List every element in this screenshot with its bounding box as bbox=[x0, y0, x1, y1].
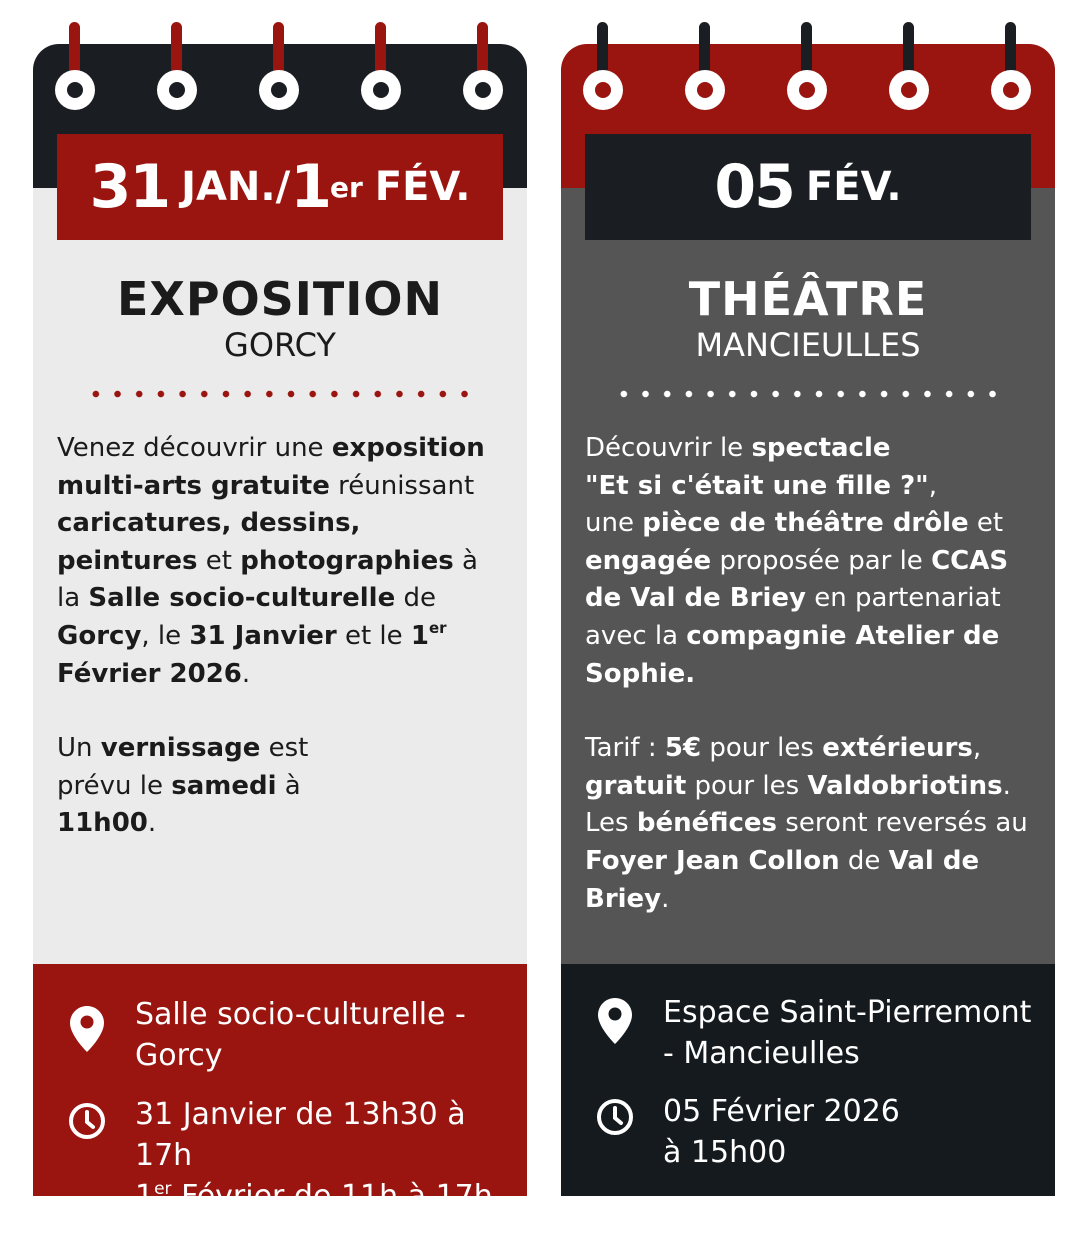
event-title: EXPOSITION bbox=[116, 272, 444, 326]
binder-hole-icon bbox=[787, 70, 827, 110]
event-card-exposition bbox=[33, 44, 527, 1214]
event-title: THÉÂTRE bbox=[688, 272, 928, 326]
binder-hole-icon bbox=[361, 70, 401, 110]
binder-hole-icon bbox=[583, 70, 623, 110]
dotted-divider bbox=[613, 390, 1003, 398]
description-paragraph: Venez découvrir une exposition multi-arts gratuite réunissant caricatures, dessins, peintures et photographies à la Salle socio-culturelle de Gorcy, le 31 Janvier et le 1er Février 2026. bbox=[57, 433, 485, 689]
date-day: 05 bbox=[714, 152, 794, 222]
dotted-divider bbox=[85, 390, 475, 398]
time-text: 31 Janvier de 13h30 à 17h 1er Février de 11h à 17h bbox=[135, 1097, 493, 1214]
description-paragraph: Découvrir le spectacle "Et si c'était une fille ?", une pièce de théâtre drôle et engagée proposée par le CCAS de Val de Briey en partenariat avec la compagnie Atelier de Sophie. bbox=[585, 433, 1009, 689]
event-town: MANCIEULLES bbox=[695, 326, 921, 364]
binder-hole-icon bbox=[991, 70, 1031, 110]
time-text: 05 Février 2026 à 15h00 bbox=[663, 1094, 900, 1170]
binder-hole-icon bbox=[259, 70, 299, 110]
event-card-theatre bbox=[561, 44, 1055, 1196]
event-description bbox=[585, 430, 1035, 918]
date-day: 31 bbox=[89, 152, 170, 222]
date-month: JAN./ bbox=[181, 164, 291, 210]
binder-hole-icon bbox=[889, 70, 929, 110]
date-day-2: 1 bbox=[290, 152, 330, 222]
event-town: GORCY bbox=[224, 326, 336, 364]
clock-icon bbox=[67, 1096, 107, 1146]
clock-icon bbox=[595, 1092, 635, 1142]
location-text: Salle socio-culturelle - Gorcy bbox=[135, 997, 466, 1073]
date-ordinal: er bbox=[329, 170, 363, 204]
map-pin-icon bbox=[67, 1004, 107, 1054]
location-text: Espace Saint-Pierremont - Mancieulles bbox=[663, 995, 1032, 1071]
binder-hole-icon bbox=[55, 70, 95, 110]
binder-hole-icon bbox=[685, 70, 725, 110]
binder-hole-icon bbox=[157, 70, 197, 110]
binder-hole-icon bbox=[463, 70, 503, 110]
map-pin-icon bbox=[595, 996, 635, 1046]
event-description bbox=[57, 430, 507, 843]
event-date bbox=[57, 134, 503, 240]
date-month-2: FÉV. bbox=[374, 164, 471, 210]
description-paragraph: Tarif : 5€ pour les extérieurs, gratuit pour les Valdobriotins. Les bénéfices seront reversés au Foyer Jean Collon de Val de Briey. bbox=[585, 733, 1028, 914]
event-date bbox=[585, 134, 1031, 240]
description-paragraph: Un vernissage est prévu le samedi à 11h00. bbox=[57, 733, 309, 839]
date-month: FÉV. bbox=[805, 164, 902, 210]
